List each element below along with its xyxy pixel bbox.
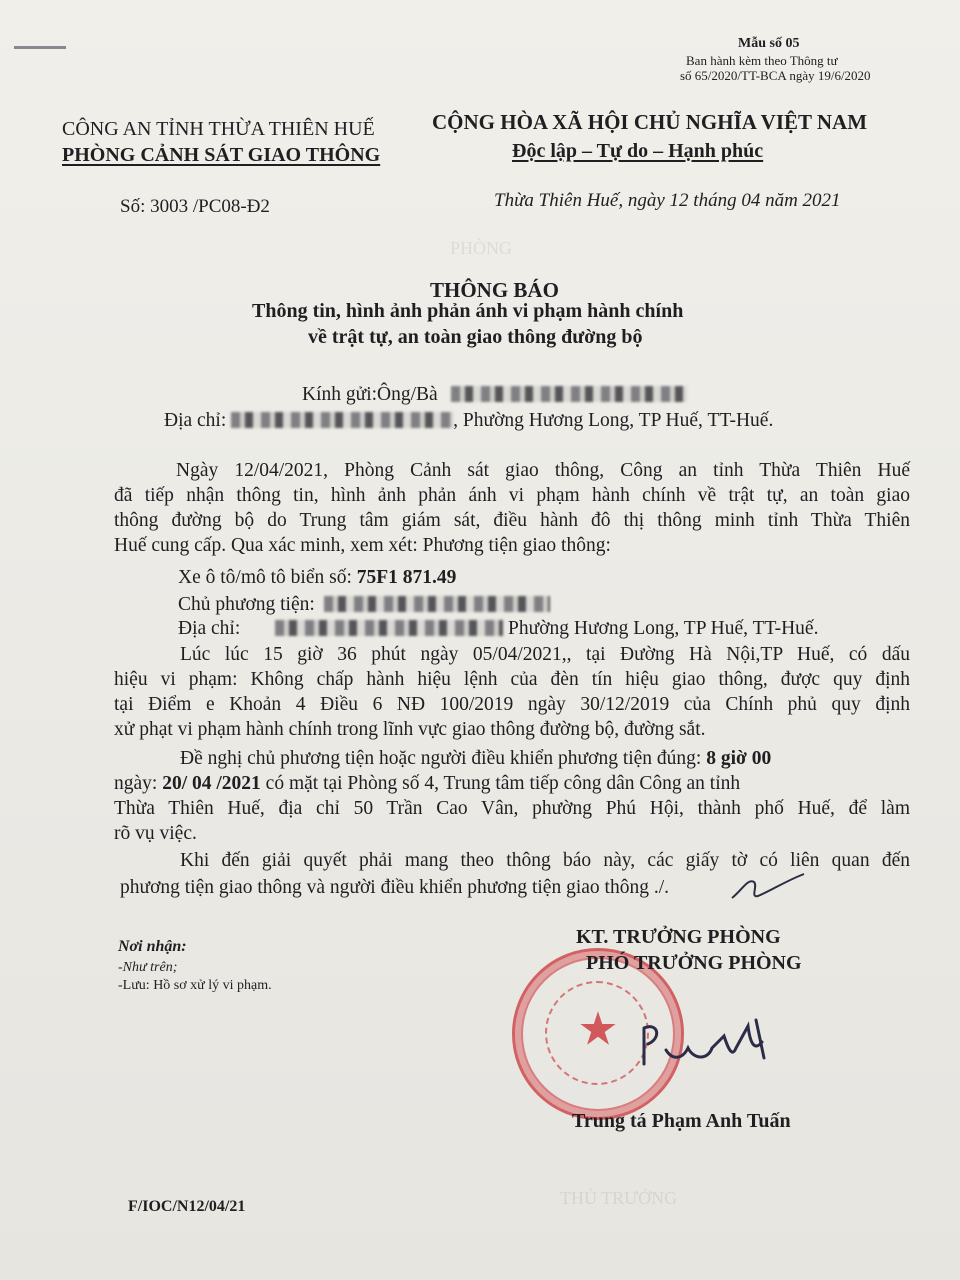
bleed-through-text: PHÒNG <box>450 238 513 258</box>
plate-label: Xe ô tô/mô tô biển số: <box>178 567 357 588</box>
paragraph-4-line-1: Khi đến giải quyết phải mang theo thông báo này, các giấy tờ có liên quan đến <box>180 850 910 871</box>
redacted-owner-address <box>275 620 503 636</box>
paragraph-4-line-2: phương tiện giao thông và người điều khiển phương tiện giao thông ./. <box>120 877 669 898</box>
recipient-label: Kính gửi:Ông/Bà <box>302 384 438 405</box>
initials-mark <box>728 868 808 908</box>
paragraph-2-line-2: hiệu vi phạm: Không chấp hành hiệu lệnh của đèn tín hiệu giao thông, được quy định <box>114 669 910 690</box>
paragraph-1-line-1: Ngày 12/04/2021, Phòng Cảnh sát giao thông, Công an tỉnh Thừa Thiên Huế <box>176 460 910 481</box>
paragraph-3-date-label: ngày: <box>114 773 163 794</box>
recipient-item-1: -Như trên; <box>118 960 178 975</box>
paragraph-1-line-3: thông đường bộ do Trung tâm giám sát, điều hành đô thị thông minh tỉnh Thừa Thiên <box>114 510 910 531</box>
recipient-item-2: -Lưu: Hồ sơ xử lý vi phạm. <box>118 978 272 993</box>
recipient-address-line <box>164 410 773 432</box>
plate-value: 75F1 871.49 <box>356 567 457 588</box>
paragraph-2-line-4: xử phạt vi phạm hành chính trong lĩnh vực giao thông đường bộ, đường sắt. <box>114 719 706 740</box>
document-title: THÔNG BÁO <box>430 278 559 302</box>
appointment-date: 20/ 04 /2021 <box>162 773 261 794</box>
republic-name: CỘNG HÒA XÃ HỘI CHỦ NGHĨA VIỆT NAM <box>432 110 868 134</box>
paragraph-3-line-1 <box>180 748 771 770</box>
footer-code: F/IOC/N12/04/21 <box>128 1198 246 1215</box>
signatory-name: Trung tá Phạm Anh Tuấn <box>572 1110 791 1132</box>
paragraph-3-line-3: Thừa Thiên Huế, địa chỉ 50 Trần Cao Vân, phường Phú Hội, thành phố Huế, để làm <box>114 798 910 819</box>
department-name: PHÒNG CẢNH SÁT GIAO THÔNG <box>62 144 381 166</box>
paragraph-3-text: Đề nghị chủ phương tiện hoặc người điều khiển phương tiện đúng: <box>180 748 707 769</box>
paragraph-1-line-4: Huế cung cấp. Qua xác minh, xem xét: Phương tiện giao thông: <box>114 535 611 556</box>
address-tail: , Phường Hương Long, TP Huế, TT-Huế. <box>453 410 774 431</box>
plate-line <box>178 567 456 589</box>
document-number: Số: 3003 /PC08-Đ2 <box>120 196 270 217</box>
agency-name: CÔNG AN TỈNH THỪA THIÊN HUẾ <box>62 118 375 140</box>
signatory-role-1: KT. TRƯỞNG PHÒNG <box>576 926 781 948</box>
paragraph-1-line-2: đã tiếp nhận thông tin, hình ảnh phản ánh vi phạm hành chính về trật tự, an toàn giao <box>114 485 910 506</box>
signatory-role-2: PHÓ TRƯỞNG PHÒNG <box>586 952 802 974</box>
paragraph-2-line-3: tại Điểm e Khoản 4 Điều 6 NĐ 100/2019 ngày 30/12/2019 của Chính phủ quy định <box>114 694 910 715</box>
address-label: Địa chỉ: <box>164 410 227 431</box>
owner-address-label: Địa chỉ: <box>178 618 241 639</box>
seal-star-icon: ★ <box>577 1001 619 1056</box>
redacted-address <box>231 412 453 428</box>
owner-address-line <box>178 618 818 640</box>
redacted-owner <box>324 596 550 612</box>
paragraph-2-line-1: Lúc lúc 15 giờ 36 phút ngày 05/04/2021,, tại Đường Hà Nội,TP Huế, có dấu <box>180 644 910 665</box>
form-number: Mẫu số 05 <box>738 36 800 51</box>
owner-address-tail: Phường Hương Long, TP Huế, TT-Huế. <box>503 618 819 639</box>
recipient-line <box>302 384 687 406</box>
document-subtitle-2: về trật tự, an toàn giao thông đường bộ <box>308 326 643 348</box>
paragraph-3-location: có mặt tại Phòng số 4, Trung tâm tiếp công dân Công an tỉnh <box>260 773 741 794</box>
document-subtitle-1: Thông tin, hình ảnh phản ánh vi phạm hành chính <box>252 300 684 322</box>
paragraph-3-line-4: rõ vụ việc. <box>114 823 197 844</box>
national-motto: Độc lập – Tự do – Hạnh phúc <box>512 140 764 162</box>
appointment-time: 8 giờ 00 <box>706 748 772 769</box>
handwritten-signature <box>636 1008 776 1078</box>
owner-line <box>178 594 550 616</box>
paragraph-3-line-2 <box>114 773 740 795</box>
redacted-name <box>451 386 687 402</box>
form-issued-line2: số 65/2020/TT-BCA ngày 19/6/2020 <box>680 68 871 83</box>
scan-mark <box>14 46 66 49</box>
form-issued-line1: Ban hành kèm theo Thông tư <box>686 53 838 68</box>
place-date: Thừa Thiên Huế, ngày 12 tháng 04 năm 2021 <box>494 190 841 211</box>
owner-label: Chủ phương tiện: <box>178 594 315 615</box>
bleed-through-text: THỦ TRƯỞNG <box>560 1188 678 1208</box>
recipients-label: Nơi nhận: <box>118 938 187 955</box>
